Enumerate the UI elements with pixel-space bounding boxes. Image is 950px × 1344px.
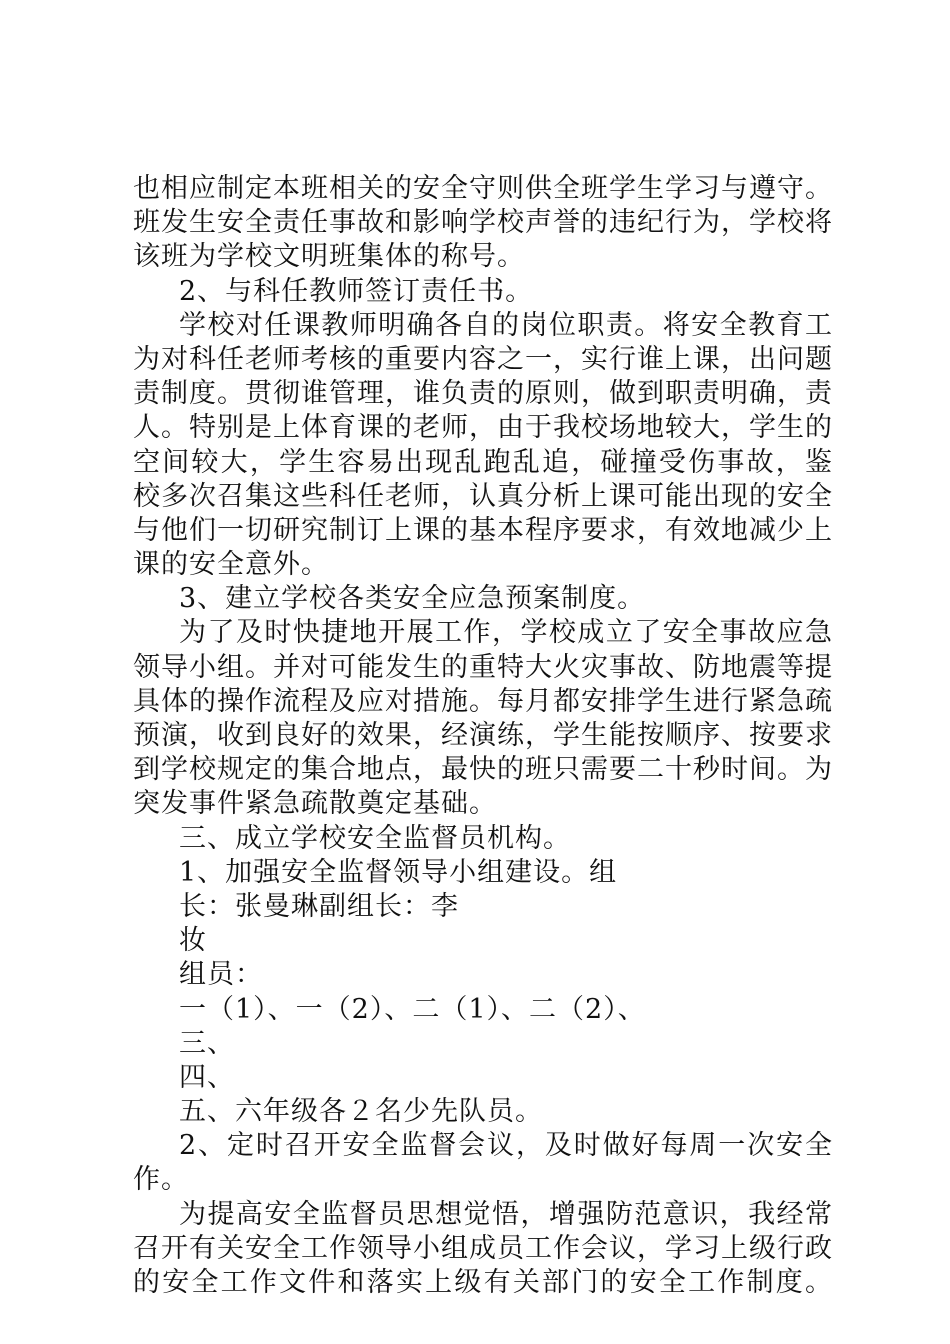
section-heading: 三、成立学校安全监督员机构。 bbox=[179, 822, 571, 854]
text-line: 该班为学校文明班集体的称号。 bbox=[133, 241, 525, 273]
text-line: 为对科任老师考核的重要内容之一，实行谁上课，出问题 bbox=[133, 343, 833, 375]
text-line: 妆 bbox=[179, 925, 207, 957]
text-line: 与他们一切研究制订上课的基本程序要求，有效地减少上 bbox=[133, 514, 833, 546]
text-line: 人。特别是上体育课的老师，由于我校场地较大，学生的 bbox=[133, 412, 833, 444]
text-line: 具体的操作流程及应对措施。每月都安排学生进行紧急疏 bbox=[133, 685, 833, 717]
text-line: 学校对任课教师明确各自的岗位职责。将安全教育工 bbox=[179, 309, 833, 341]
text-line: 班发生安全责任事故和影响学校声誉的违纪行为，学校将 bbox=[133, 207, 833, 239]
text-line: 空间较大，学生容易出现乱跑乱追，碰撞受伤事故，鉴 bbox=[133, 446, 833, 478]
section-heading: 2、与科任教师签订责任书。 bbox=[179, 275, 534, 307]
section-heading: 3、建立学校各类安全应急预案制度。 bbox=[179, 583, 646, 615]
text-line: 到学校规定的集合地点，最快的班只需要二十秒时间。为 bbox=[133, 754, 833, 786]
text-line: 召开有关安全工作领导小组成员工作会议，学习上级行政 bbox=[133, 1232, 833, 1264]
text-line: 一（1）、一（2）、二（1）、二（2）、 bbox=[179, 993, 646, 1025]
section-heading: 1、加强安全监督领导小组建设。组 bbox=[179, 856, 618, 888]
text-line: 长：张曼琳副组长：李 bbox=[179, 890, 459, 922]
document-body bbox=[133, 172, 833, 1300]
text-line: 突发事件紧急疏散奠定基础。 bbox=[133, 788, 497, 820]
text-line: 为提高安全监督员思想觉悟，增强防范意识，我经常 bbox=[179, 1198, 833, 1230]
text-line: 预演，收到良好的效果，经演练，学生能按顺序、按要求 bbox=[133, 720, 833, 751]
text-line: 校多次召集这些科任老师，认真分析上课可能出现的安全 bbox=[133, 480, 833, 512]
text-line: 三、 bbox=[179, 1027, 235, 1059]
text-line: 领导小组。并对可能发生的重特大火灾事故、防地震等提 bbox=[133, 651, 833, 683]
text-line: 作。 bbox=[133, 1164, 189, 1196]
text-line: 课的安全意外。 bbox=[133, 549, 329, 581]
text-line: 的安全工作文件和落实上级有关部门的安全工作制度。 bbox=[133, 1267, 833, 1298]
text-line: 为了及时快捷地开展工作，学校成立了安全事故应急 bbox=[179, 617, 833, 649]
text-line: 组员： bbox=[179, 959, 263, 991]
text-line: 也相应制定本班相关的安全守则供全班学生学习与遵守。 bbox=[133, 173, 833, 204]
text-line: 五、六年级各２名少先队员。 bbox=[179, 1096, 543, 1128]
text-line: 责制度。贯彻谁管理，谁负责的原则，做到职责明确，责 bbox=[133, 378, 833, 410]
section-heading: 2、定时召开安全监督会议，及时做好每周一次安全 bbox=[179, 1130, 833, 1162]
text-line: 四、 bbox=[179, 1061, 235, 1093]
